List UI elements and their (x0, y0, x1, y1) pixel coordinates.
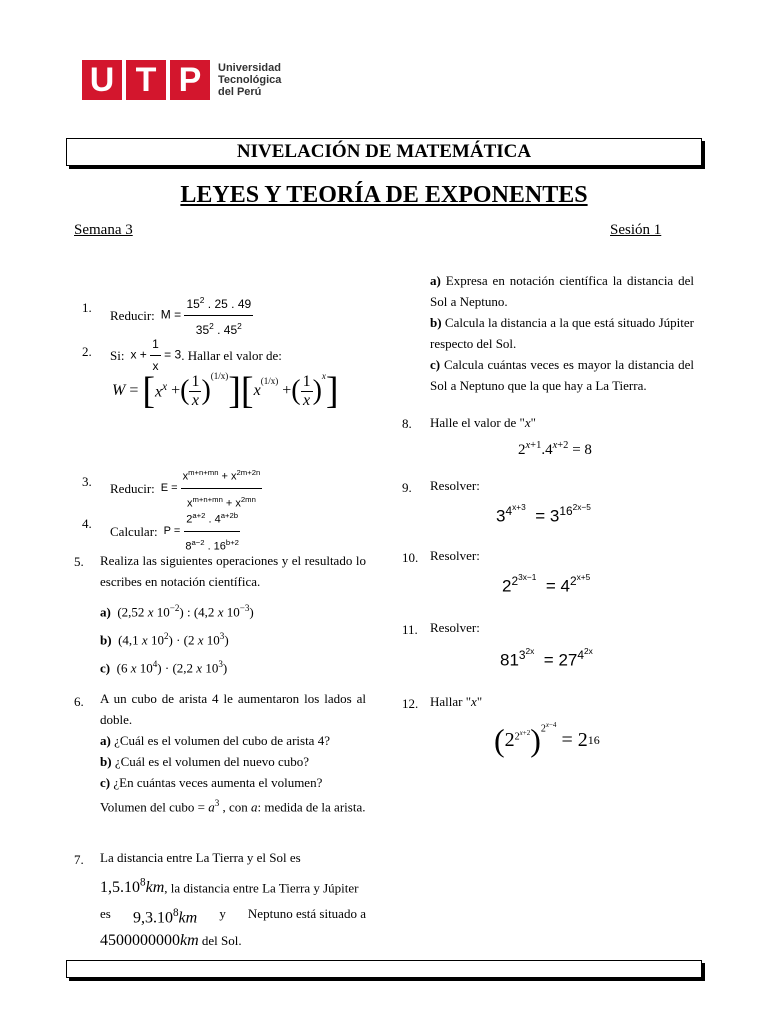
problem-7-line-3c: Neptuno está situado a (247, 906, 366, 921)
problem-7a-text: Expresa en notación científica la distancia del Sol a Neptuno. (430, 273, 694, 309)
problem-7c-text: Calcula cuántas veces es mayor la distancia del Sol a Neptuno que la que hay a La Tierra. (430, 357, 694, 393)
problem-7b-text: Calcula la distancia a la que está situado Júpiter respecto del Sol. (430, 315, 695, 351)
problem-6c-text: ¿En cuántas veces aumenta el volumen? (113, 775, 323, 790)
problem-7-line-3b: y (219, 906, 226, 921)
logo-line-1: Universidad (218, 62, 281, 74)
problem-3-number: 3. (82, 474, 92, 489)
problem-4-formula: P = $\frac{2^{a+2} . 4^{a+2b}}{8^{a-2} . 16^{b+2}}$ (164, 505, 241, 557)
utp-logo (82, 60, 302, 104)
problem-7-subquestions (430, 270, 694, 396)
problem-8-number: 8. (402, 416, 412, 431)
logo-letter-p: P (170, 60, 210, 100)
problem-11-number: 11. (402, 622, 418, 637)
problem-5b: b) (4,1 x $10^2) \cdot (2$ x $10^3$) (100, 631, 229, 648)
logo-letter-u: U (82, 60, 122, 100)
problem-3-text: Reducir: (110, 480, 155, 496)
session-label: Sesión 1 (610, 222, 662, 238)
problem-1-formula: M = $\frac{15^2 . 25 . 49}{35^2 . 45^2}$ (161, 290, 253, 341)
problem-7-line-4-text: del Sol. (201, 933, 242, 948)
problem-6-note-2: , con (222, 799, 248, 815)
problem-5-number: 5. (74, 554, 84, 569)
problem-9-text: Resolver: (430, 478, 480, 493)
logo-line-2: Tecnológica (218, 74, 282, 86)
problem-8: Halle el valor de "x" (430, 415, 536, 430)
problem-2 (110, 334, 282, 377)
problem-2-tail: . Hallar el valor de: (181, 348, 282, 363)
problem-11-formula: $81^{3^{2x}} = 27^{4^{2x}}$ (500, 646, 593, 670)
problem-6c-label: c) (100, 775, 111, 790)
problem-10-formula: $2^{2^{3x-1}} = 4^{2^{x+5}}$ (502, 572, 591, 596)
problem-6-note-3: : medida de la arista. (257, 799, 366, 815)
problem-6-note: Volumen del cubo = $a^3$ , con a: medida de la arista. (100, 798, 366, 815)
problem-12-text: Hallar (430, 694, 463, 709)
problem-6b-text: ¿Cuál es el volumen del nuevo cubo? (114, 754, 310, 769)
problem-2-formula: W = [ $x^x$ + ( $\frac{1}{x}$ ) $^{(1/x)}$ ][ x $^{(1/x)}$ + ( $\frac{1}{x}$ ) $^x$ ] (112, 370, 339, 412)
problem-7c-label: c) (430, 357, 441, 372)
problem-7-line-2: 1,5.10$^8$km, la distancia entre La Tierra y Júpiter (100, 877, 359, 897)
problem-7b-label: b) (430, 315, 442, 330)
problem-6-number: 6. (74, 694, 84, 709)
problem-5b-label: b) (100, 632, 112, 648)
problem-6b-label: b) (100, 754, 112, 769)
problem-7-line-2-text: , la distancia entre La Tierra y Júpiter (164, 880, 359, 896)
week-label: Semana 3 (74, 222, 133, 238)
problem-9-number: 9. (402, 480, 412, 495)
problem-10-text: Resolver: (430, 548, 480, 563)
problem-7-line-3a: es (100, 906, 111, 921)
problem-12-formula: ( 2 $^{2^{x+2}}$ ) $^{2^{x-4}}$ = 2 $_{16}$ (494, 720, 600, 758)
problem-1-text: Reducir: (110, 308, 155, 323)
problem-12-number: 12. (402, 696, 419, 711)
problem-6a-label: a) (100, 733, 111, 748)
problem-4-number: 4. (82, 516, 92, 531)
problem-5a: a) (2,52 x $10^{-2}$) : (4,2 x $10^{-3}$) (100, 603, 254, 620)
page-title: LEYES Y TEORÍA DE EXPONENTES (180, 182, 588, 208)
problem-7-line-4: 4500000000km del Sol. (100, 932, 242, 949)
problem-8-text: Halle el valor de (430, 415, 517, 430)
logo-letter-t: T (126, 60, 166, 100)
problem-5c: c) (6 x $10^4) \cdot (2,2$ x $10^3$) (100, 659, 228, 676)
problem-7a-label: a) (430, 273, 441, 288)
logo-wordmark (218, 62, 281, 98)
problem-11-text: Resolver: (430, 620, 480, 635)
problem-5a-label: a) (100, 604, 111, 620)
problem-1-number: 1. (82, 300, 92, 315)
problem-10-number: 10. (402, 550, 419, 565)
problem-9-formula: $3^{4^{x+3}} = 3^{16^{2x-5}}$ (496, 502, 591, 526)
problem-6 (100, 688, 366, 817)
problem-2-condition: x + $\frac{1}{x}$ = 3 (130, 334, 181, 377)
problem-6a-text: ¿Cuál es el volumen del cubo de arista 4? (114, 733, 330, 748)
problem-5-text: Realiza las siguientes operaciones y el resultado lo escribes en notación científica. (100, 553, 366, 589)
problem-6-note-1: Volumen del cubo (100, 799, 195, 815)
problem-12: Hallar "x" (430, 694, 483, 709)
problem-7-number: 7. (74, 852, 84, 867)
logo-line-3: del Perú (218, 86, 262, 98)
problem-5c-label: c) (100, 660, 111, 676)
problem-2-text: Si: (110, 348, 125, 363)
problem-3-formula: E = $\frac{x^{m+n+mn} + x^{2m+2n}}{x^{m+n+mn} + x^{2mn}}$ (161, 462, 263, 514)
problem-8-formula: $2^{x+1}.4^{x+2} = 8$ (518, 440, 592, 458)
problem-2-number: 2. (82, 344, 92, 359)
problem-7-line-1: La distancia entre La Tierra y el Sol es (100, 850, 301, 865)
problem-4-text: Calcular: (110, 523, 158, 539)
problem-7-line-3: es 9,3.10$^8$km y Neptuno está situado a (100, 903, 366, 928)
problem-6-text: A un cubo de arista 4 le aumentaron los lados al doble. (100, 691, 366, 727)
footer-bar (66, 960, 702, 978)
course-title-bar: NIVELACIÓN DE MATEMÁTICA (66, 138, 702, 166)
